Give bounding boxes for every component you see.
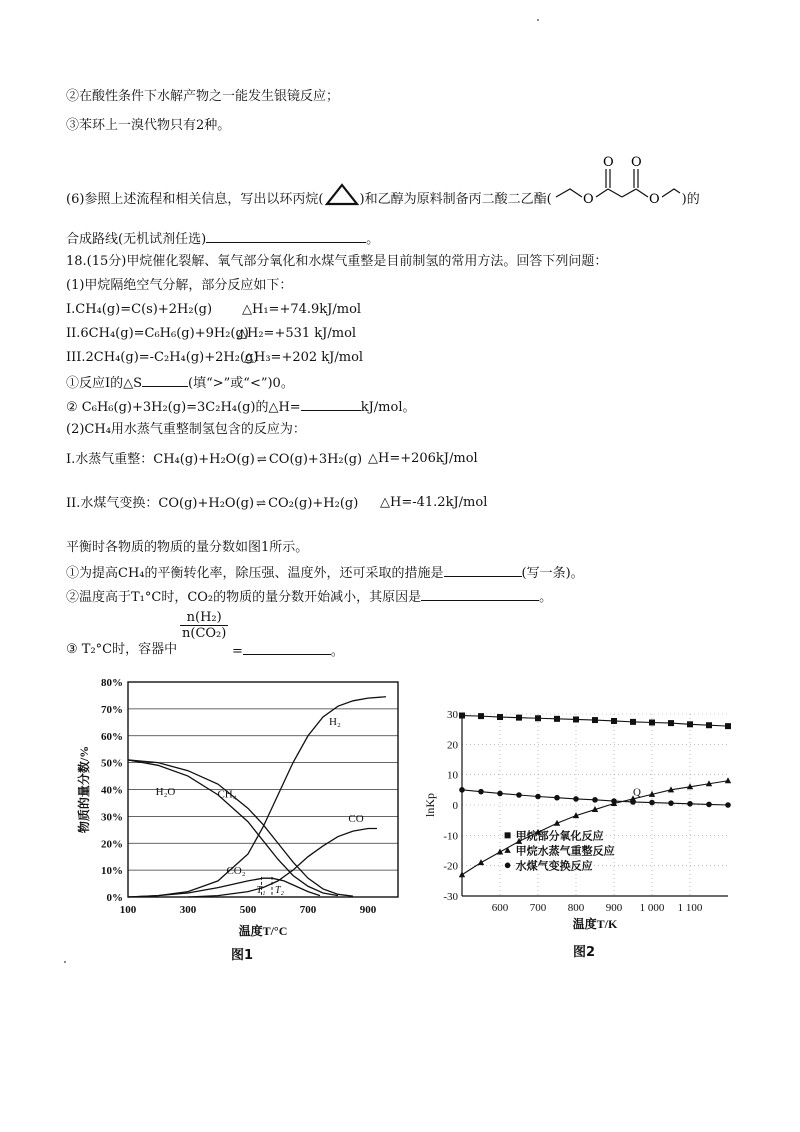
x-tick-label: 300 (179, 904, 197, 916)
data-point-circle (725, 802, 731, 808)
part-2-q1 (66, 563, 584, 583)
part-1-q1-text-a: ①反应Ⅰ的△S (66, 376, 143, 391)
reaction-2: II.6CH₄(g)=C₆H₆(g)+9H₂(g) (66, 326, 249, 341)
data-point-square (592, 717, 598, 723)
svg-text:O: O (630, 155, 642, 170)
x-tick-label: 1 100 (677, 902, 703, 914)
reaction-1: I.CH₄(g)=C(s)+2H₂(g) (66, 302, 213, 317)
y-tick-label: 10% (101, 865, 123, 878)
part-2-stem: (2)CH₄用水蒸气重整制氢包含的反应为： (66, 422, 306, 437)
speck (537, 19, 539, 21)
speck (64, 961, 66, 963)
part-2-q3 (66, 641, 177, 659)
answer-blank-route[interactable] (206, 229, 366, 243)
data-point-circle (668, 800, 674, 806)
y-tick-label: 50% (101, 757, 123, 770)
part-1-q1 (66, 373, 294, 393)
y-tick-label: 30% (101, 811, 123, 824)
reaction-1-enthalpy: △H₁=+74.9kJ/mol (242, 302, 362, 317)
y-tick-label: 40% (101, 784, 123, 797)
figure-1-svg (66, 670, 416, 940)
data-point-square (554, 716, 560, 722)
y-tick-label: -10 (443, 830, 458, 843)
x-tick-label: 500 (239, 904, 257, 916)
part-1-q2 (66, 397, 415, 417)
data-point-square (706, 722, 712, 728)
part-1-q1-text-b: (填“>”或“<”)0。 (188, 376, 294, 391)
steam-reforming-left: I.水蒸气重整：CH₄(g)+H₂O(g) (66, 452, 255, 467)
cyclopropane-structure (324, 183, 360, 207)
x-tick-label: 700 (299, 904, 317, 916)
legend-label: 水煤气变换反应 (515, 860, 593, 873)
answer-blank-measure[interactable] (444, 563, 522, 577)
figure-2-caption: 图2 (573, 945, 596, 960)
x-tick-label: 700 (529, 902, 547, 914)
svg-text:O: O (648, 192, 660, 207)
figure-1-reference: 平衡时各物质的物质的量分数如图1所示。 (66, 540, 309, 555)
part-2-q1-text-b: (写一条)。 (521, 566, 584, 581)
water-gas-shift-reaction (66, 494, 358, 513)
legend-label: 甲烷水蒸气重整反应 (515, 845, 615, 858)
synthesis-route-line (66, 229, 379, 249)
temperature-marker-label: T₁ (256, 885, 266, 896)
y-tick-label: 70% (101, 703, 123, 716)
x-tick-label: 1 000 (639, 902, 665, 914)
legend-label: 甲烷部分氧化反应 (515, 830, 604, 843)
data-point-square (611, 718, 617, 724)
part-1-q2-text-a: ② C₆H₆(g)+3H₂(g)=3C₂H₄(g)的△H= (66, 400, 301, 415)
answer-blank-reason[interactable] (421, 587, 539, 601)
reaction-3-enthalpy: △H₃=+202 kJ/mol (244, 350, 364, 365)
x-axis-label: 温度T/°C (238, 924, 288, 938)
equilibrium-arrow-icon: ⇌ (256, 496, 267, 510)
intersection-label: Q (633, 786, 641, 799)
y-tick-label: 10 (447, 769, 458, 782)
data-point-square (497, 714, 503, 720)
question-6-line (66, 155, 700, 215)
part-2-q2 (66, 587, 552, 607)
synthesis-route-label: 合成路线(无机试剂任选) (66, 232, 207, 247)
y-tick-label: 30 (447, 709, 458, 721)
figure-2-svg (420, 700, 740, 935)
svg-text:O: O (602, 155, 614, 170)
part-1-stem: (1)甲烷隔绝空气分解，部分反应如下： (66, 278, 293, 293)
part-2-q1-text-a: ①为提高CH₄的平衡转化率，除压强、温度外，还可采取的措施是 (66, 566, 444, 581)
temperature-marker-label: T₂ (275, 885, 285, 896)
x-tick-label: 900 (605, 902, 623, 914)
data-point-square (535, 715, 541, 721)
part-2-q3-end: 。 (330, 644, 344, 659)
data-point-circle (516, 792, 522, 798)
data-point-square (687, 721, 693, 727)
water-gas-shift-right: CO₂(g)+H₂(g) (268, 496, 359, 511)
question-6-text-c: )的 (681, 192, 700, 207)
y-axis-label: lnKp (423, 793, 437, 817)
condition-line-3: ③苯环上一溴代物只有2种。 (66, 118, 231, 133)
series-label: CO (348, 812, 364, 825)
data-point-circle (611, 798, 617, 804)
data-point-circle (505, 863, 511, 869)
series-label: CH₄ (217, 788, 237, 801)
fraction-denominator: n(CO₂) (182, 626, 227, 641)
data-point-triangle (497, 849, 503, 855)
figure-2-chart (420, 700, 740, 935)
data-point-triangle (504, 847, 510, 853)
data-point-square (630, 719, 636, 725)
figure-1-chart (66, 670, 416, 940)
data-point-circle (706, 802, 712, 808)
series-label: H₂ (329, 716, 341, 728)
data-point-triangle (459, 871, 465, 877)
data-point-circle (554, 795, 560, 801)
x-axis-label: 温度T/K (572, 917, 618, 931)
x-tick-label: 600 (491, 902, 509, 914)
y-tick-label: -30 (443, 891, 458, 903)
data-point-square (478, 713, 484, 719)
data-point-square (725, 723, 731, 729)
data-point-triangle (725, 777, 731, 783)
answer-blank-ratio[interactable] (243, 641, 331, 655)
data-point-circle (687, 801, 693, 807)
part-2-q3-answer (232, 641, 344, 661)
data-point-square (573, 716, 579, 722)
series-line (128, 878, 320, 897)
answer-blank-delta-s[interactable] (142, 373, 188, 387)
data-point-circle (459, 787, 465, 793)
data-point-triangle (478, 859, 484, 865)
equilibrium-arrow-icon: ⇌ (256, 452, 267, 466)
data-point-square (516, 715, 522, 721)
data-point-square (459, 713, 465, 719)
steam-reforming-right: CO(g)+3H₂(g) (268, 452, 363, 467)
y-tick-label: 0 (452, 800, 458, 812)
data-point-square (649, 719, 655, 725)
y-tick-label: -20 (443, 860, 458, 873)
synthesis-route-end: 。 (366, 232, 380, 247)
part-2-q3-equals: = (232, 644, 243, 659)
x-tick-label: 100 (119, 904, 137, 916)
question-6-text-a: (6)参照上述流程和相关信息，写出以环丙烷( (66, 192, 324, 207)
fraction-numerator: n(H₂) (180, 610, 228, 626)
series-label: H₂O (155, 785, 176, 798)
question-6-text-b: )和乙醇为原料制备丙二酸二乙酯( (359, 192, 552, 207)
series-label: CO₂ (226, 865, 246, 878)
y-tick-label: 80% (101, 677, 123, 689)
y-tick-label: 60% (101, 730, 123, 743)
steam-reforming-reaction (66, 450, 362, 469)
water-gas-shift-enthalpy: △H=-41.2kJ/mol (380, 495, 488, 510)
part-2-q3-text-a: ③ T₂°C时，容器中 (66, 642, 178, 657)
water-gas-shift-left: II.水煤气变换：CO(g)+H₂O(g) (66, 496, 255, 511)
data-point-circle (535, 794, 541, 800)
data-point-circle (649, 800, 655, 806)
part-2-q2-text-a: ②温度高于T₁°C时，CO₂的物质的量分数开始减小，其原因是 (66, 590, 422, 605)
y-axis-label: 物质的量分数/% (77, 745, 91, 834)
x-tick-label: 800 (567, 902, 585, 914)
y-tick-label: 20% (101, 838, 123, 851)
mole-ratio-fraction (180, 610, 228, 641)
answer-blank-delta-h[interactable] (301, 397, 361, 411)
x-tick-label: 900 (359, 904, 377, 916)
data-point-circle (497, 791, 503, 797)
question-18-stem: 18.(15分)甲烷催化裂解、氧气部分氧化和水煤气重整是目前制氢的常用方法。回答下列问题： (66, 254, 608, 269)
diethyl-malonate-structure (552, 151, 682, 215)
svg-text:O: O (582, 192, 594, 207)
part-2-q2-text-b: 。 (539, 590, 553, 605)
data-point-circle (478, 789, 484, 795)
y-tick-label: 20 (447, 739, 458, 752)
data-point-circle (573, 796, 579, 802)
reaction-2-enthalpy: △H₂=+531 kJ/mol (237, 326, 357, 341)
figure-1-caption: 图1 (231, 948, 254, 963)
steam-reforming-enthalpy: △H=+206kJ/mol (368, 451, 478, 466)
data-point-square (668, 720, 674, 726)
data-point-square (505, 832, 511, 838)
reaction-3: III.2CH₄(g)=-C₂H₄(g)+2H₂(g) (66, 350, 259, 365)
condition-line-2: ②在酸性条件下水解产物之一能发生银镜反应； (66, 89, 340, 104)
data-point-circle (630, 799, 636, 805)
y-tick-label: 0% (106, 892, 123, 904)
part-1-q2-text-b: kJ/mol。 (360, 400, 416, 415)
data-point-circle (592, 797, 598, 803)
